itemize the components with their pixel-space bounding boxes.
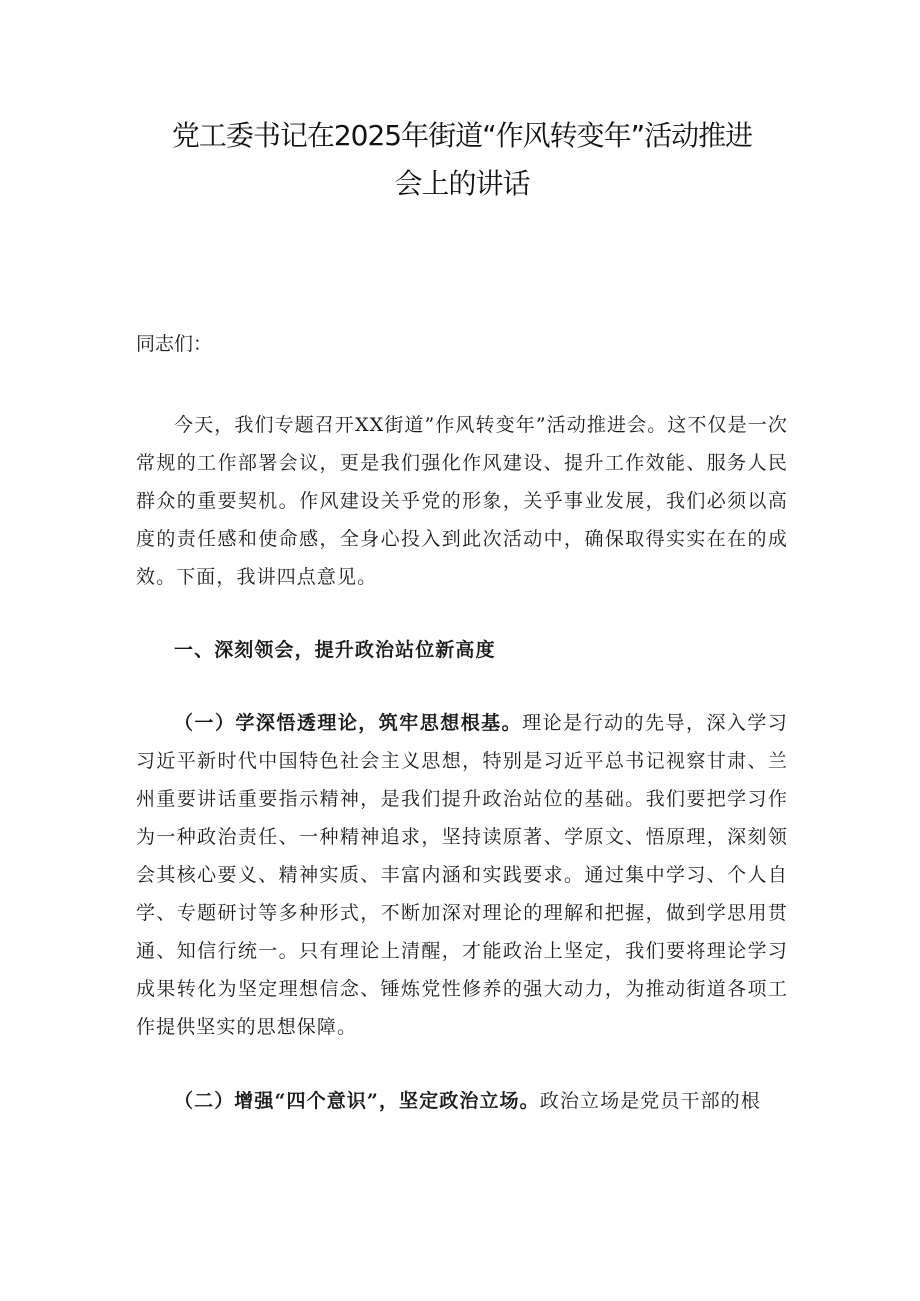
subsection-1-lead: （一）学深悟透理论，筑牢思想根基。	[174, 712, 523, 734]
subsection-2-lead: （二）增强“四个意识”，坚定政治立场。	[174, 1090, 540, 1112]
section-1-heading: 一、深刻领会，提升政治站位新高度	[174, 639, 496, 661]
subsection-2-paragraph	[136, 1082, 788, 1120]
subsection-1-paragraph	[136, 704, 788, 1046]
intro-paragraph: 今天，我们专题召开XX街道”作风转变年”活动推进会。这不仅是一次常规的工作部署会议，更是我们强化作风建设、提升工作效能、服务人民群众的重要契机。作风建设关乎党的形象，关乎事业发展，我们必须以高度的责任感和使命感，全身心投入到此次活动中，确保取得实实在在的成效。下面，我讲四点意见。	[136, 414, 788, 588]
title-line-2: 会上的讲话	[394, 167, 530, 200]
subsection-1-body: 理论是行动的先导，深入学习习近平新时代中国特色社会主义思想，特别是习近平总书记视察甘肃、兰州重要讲话重要指示精神，是我们提升政治站位的基础。我们要把学习作为一种政治责任、一种精神追求，坚持读原著、学原文、悟原理，深刻领会其核心要义、精神实质、丰富内涵和实践要求。通过集中学习、个人自学、专题研讨等多种形式，不断加深对理论的理解和把握，做到学思用贯通、知信行统一。只有理论上清醒，才能政治上坚定，我们要将理论学习成果转化为坚定理想信念、锤炼党性修养的强大动力，为推动街道各项工作提供坚实的思想保障。	[136, 712, 788, 1038]
document-title	[136, 112, 788, 208]
greeting: 同志们：	[136, 333, 213, 355]
title-line-1: 党工委书记在2025年街道“作风转变年”活动推进	[171, 119, 753, 152]
subsection-2-body: 政治立场是党员干部的根	[539, 1090, 761, 1112]
